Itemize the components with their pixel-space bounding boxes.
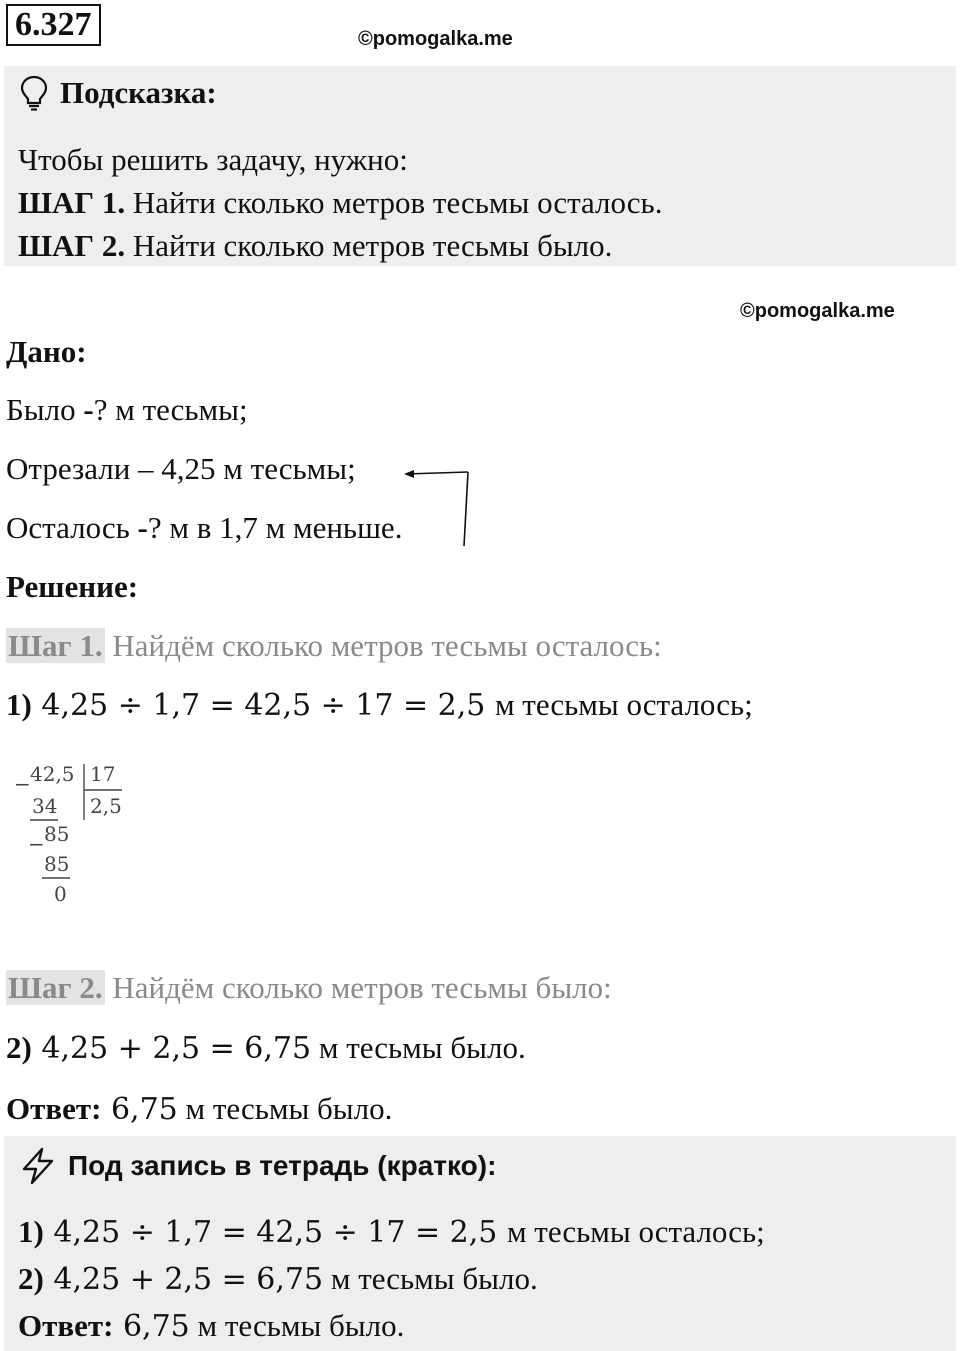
step-2-tail: м тесьмы было.: [311, 1030, 526, 1065]
hint-step-2-text: Найти сколько метров тесьмы было.: [125, 228, 613, 263]
given-line-1-dash: -: [83, 392, 94, 427]
lightning-icon: [18, 1146, 58, 1186]
answer-value: 6,75: [101, 1092, 178, 1127]
given-line-1-c: ? м тесьмы;: [93, 392, 248, 427]
step-1-text: Найдём сколько метров тесьмы осталось:: [104, 628, 662, 663]
step-2-label: Шаг 2.: [8, 970, 103, 1005]
hint-step-2: [18, 228, 612, 264]
ld-dividend: 42,5: [30, 762, 75, 786]
hint-step-1: [18, 185, 662, 221]
hint-header: [18, 74, 217, 112]
ld-row-2: 85: [44, 822, 70, 846]
short-answer: [18, 1308, 404, 1344]
ld-minus-1: −: [14, 772, 31, 796]
given-line-1: [6, 392, 248, 428]
hint-step-1-text: Найти сколько метров тесьмы осталось.: [125, 185, 663, 220]
given-line-3-c: ? м в 1,7 м меньше.: [147, 510, 403, 545]
step-2-heading: [6, 970, 612, 1006]
answer: [6, 1091, 392, 1127]
short-record-title: Под запись в тетрадь (кратко):: [68, 1150, 497, 1181]
short-answer-label: Ответ:: [18, 1308, 114, 1343]
step-1-tail: м тесьмы осталось;: [494, 687, 753, 722]
long-division: [14, 760, 134, 910]
problem-number: 6.327: [6, 4, 101, 46]
short-record-header: [18, 1146, 496, 1186]
short-line-1: [18, 1214, 765, 1250]
step-1-expr: 4,25 ÷ 1,7 = 42,5 ÷ 17 = 2,5: [31, 688, 495, 723]
given-line-2: [6, 451, 356, 487]
short-line-2-num: 2): [18, 1261, 44, 1296]
step-2-num: 2): [6, 1030, 32, 1065]
short-line-2-expr: 4,25 + 2,5 = 6,75: [43, 1262, 324, 1297]
ld-row-1: 34: [32, 794, 58, 818]
short-answer-tail: м тесьмы было.: [189, 1308, 405, 1343]
step-2-calc: [6, 1030, 526, 1066]
watermark-middle: ©pomogalka.me: [740, 300, 895, 322]
step-2-expr: 4,25 + 2,5 = 6,75: [31, 1031, 312, 1066]
hint-intro: Чтобы решить задачу, нужно:: [18, 142, 408, 177]
given-line-1-a: Было: [6, 392, 84, 427]
given-title: Дано:: [6, 334, 87, 369]
hint-step-2-label: ШАГ 2.: [18, 228, 126, 263]
short-line-1-tail: м тесьмы осталось;: [506, 1214, 765, 1249]
step-1-heading: [6, 628, 662, 664]
given-line-3-a: Осталось: [6, 510, 138, 545]
short-answer-value: 6,75: [113, 1309, 190, 1344]
step-1-label: Шаг 1.: [8, 628, 103, 663]
solution-title: Решение:: [6, 569, 139, 604]
ld-row-3: 85: [44, 852, 70, 876]
ld-minus-2: −: [28, 832, 45, 856]
short-line-1-num: 1): [18, 1214, 44, 1249]
short-line-1-expr: 4,25 ÷ 1,7 = 42,5 ÷ 17 = 2,5: [43, 1215, 507, 1250]
hint-title: Подсказка:: [60, 75, 217, 110]
short-line-2: [18, 1261, 538, 1297]
given-line-3-dash: -: [137, 510, 148, 545]
ld-quotient: 2,5: [90, 794, 122, 818]
answer-tail: м тесьмы было.: [177, 1091, 393, 1126]
short-line-2-tail: м тесьмы было.: [323, 1261, 538, 1296]
step-1-num: 1): [6, 687, 32, 722]
ld-lines: [14, 760, 134, 910]
step-2-text: Найдём сколько метров тесьмы было:: [104, 970, 612, 1005]
comparison-arrow-icon: [400, 462, 474, 548]
given-line-3: [6, 510, 402, 546]
ld-row-4: 0: [54, 882, 67, 906]
ld-divisor: 17: [90, 762, 116, 786]
step-1-calc: [6, 687, 753, 723]
answer-label: Ответ:: [6, 1091, 102, 1126]
given-line-2-a: Отрезали – 4,25 м тесьмы;: [6, 451, 356, 486]
watermark-top: ©pomogalka.me: [358, 28, 513, 50]
lightbulb-icon: [18, 74, 50, 112]
hint-step-1-label: ШАГ 1.: [18, 185, 126, 220]
